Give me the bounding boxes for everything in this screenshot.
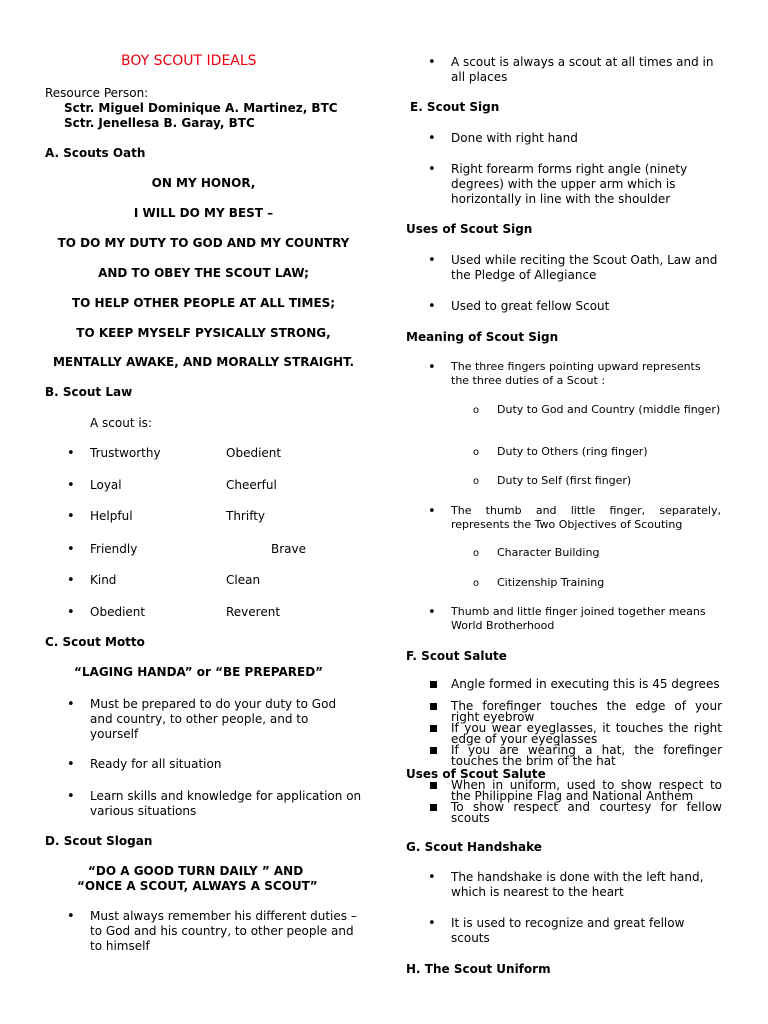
bullet-icon: • — [428, 131, 436, 146]
meaning-bullet: The thumb and little finger, separately, represents the Two Objectives of Scouting — [451, 504, 721, 531]
bullet-icon: • — [428, 605, 436, 620]
motto-quote: “LAGING HANDA” or “BE PREPARED” — [74, 665, 324, 679]
salute-bullet: The forefinger touches the edge of your right eyebrow — [451, 699, 722, 724]
uses-sign-bullet: Used while reciting the Scout Oath, Law and the Pledge of Allegiance — [451, 253, 718, 282]
meaning-sub-bullet: Citizenship Training — [497, 576, 605, 589]
uses-sign-bullet: Used to great fellow Scout — [451, 299, 610, 313]
meaning-sub-bullet: Character Building — [497, 546, 600, 559]
bullet-icon: • — [67, 478, 75, 493]
circle-bullet-icon: o — [473, 578, 480, 589]
law-item: Brave — [271, 542, 307, 556]
uses-salute-bullet: When in uniform, used to show respect to the Philippine Flag and National Anthem — [451, 778, 722, 803]
law-item: Clean — [226, 573, 261, 587]
square-bullet-icon — [430, 782, 437, 789]
square-bullet-icon — [430, 804, 437, 811]
circle-bullet-icon: o — [473, 405, 480, 416]
bullet-icon: • — [67, 542, 75, 557]
bullet-icon: • — [67, 509, 75, 524]
bullet-icon: • — [67, 573, 75, 588]
oath-line: TO HELP OTHER PEOPLE AT ALL TIMES; — [71, 296, 336, 310]
bullet-icon: • — [67, 789, 75, 804]
section-heading-oath: A. Scouts Oath — [45, 146, 146, 160]
law-item: Obedient — [226, 446, 282, 460]
section-heading-uniform: H. The Scout Uniform — [406, 962, 551, 976]
section-heading-slogan: D. Scout Slogan — [45, 834, 153, 848]
meaning-sub-bullet: Duty to Others (ring finger) — [497, 445, 648, 458]
law-item: Helpful — [90, 509, 133, 523]
motto-bullet: Ready for all situation — [90, 757, 222, 771]
bullet-icon: • — [67, 757, 75, 772]
bullet-icon: • — [428, 504, 436, 519]
bullet-icon: • — [428, 299, 436, 314]
document-title: BOY SCOUT IDEALS — [121, 53, 257, 69]
salute-bullet: If you are wearing a hat, the forefinger touches the brim of the hat — [451, 743, 722, 768]
section-heading-sign: E. Scout Sign — [410, 100, 500, 114]
handshake-bullet: It is used to recognize and great fellow scouts — [451, 916, 685, 945]
resource-label: Resource Person: — [45, 86, 149, 100]
right-column — [384, 0, 768, 1024]
bullet-icon: • — [428, 253, 436, 268]
slogan-line: “DO A GOOD TURN DAILY ” AND — [88, 864, 304, 878]
law-item: Friendly — [90, 542, 138, 556]
motto-bullet: Learn skills and knowledge for application on various situations — [90, 789, 362, 818]
oath-line: TO DO MY DUTY TO GOD AND MY COUNTRY — [57, 236, 350, 250]
oath-line: MENTALLY AWAKE, AND MORALLY STRAIGHT. — [52, 355, 355, 369]
meaning-bullet: Thumb and little finger joined together means World Brotherhood — [451, 605, 706, 632]
bullet-icon: • — [428, 916, 436, 931]
oath-line: I WILL DO MY BEST – — [133, 206, 274, 220]
square-bullet-icon — [430, 703, 437, 710]
section-heading-uses-sign: Uses of Scout Sign — [406, 222, 533, 236]
slogan-line: “ONCE A SCOUT, ALWAYS A SCOUT” — [77, 879, 318, 893]
oath-line: ON MY HONOR, — [151, 176, 256, 190]
section-heading-uses-salute: Uses of Scout Salute — [406, 767, 546, 781]
uses-salute-bullet: To show respect and courtesy for fellow scouts — [451, 800, 722, 825]
bullet-icon: • — [67, 605, 75, 620]
slogan-bullet: Must always remember his different duties – to God and his country, to other people and to himself — [90, 909, 357, 953]
resource-person: Sctr. Miguel Dominique A. Martinez, BTC — [64, 101, 338, 115]
law-intro: A scout is: — [90, 416, 152, 430]
salute-bullet: Angle formed in executing this is 45 degrees — [451, 677, 720, 691]
motto-bullet: Must be prepared to do your duty to God and country, to other people, and to yourself — [90, 697, 337, 741]
section-heading-handshake: G. Scout Handshake — [406, 840, 542, 854]
bullet-icon: • — [428, 870, 436, 885]
law-item: Thrifty — [226, 509, 266, 523]
bullet-icon: • — [67, 697, 75, 712]
sign-bullet: Done with right hand — [451, 131, 578, 145]
meaning-sub-bullet: Duty to Self (first finger) — [497, 474, 632, 487]
law-item: Cheerful — [226, 478, 277, 492]
bullet-icon: • — [67, 909, 75, 924]
circle-bullet-icon: o — [473, 548, 480, 559]
oath-line: TO KEEP MYSELF PYSICALLY STRONG, — [76, 326, 331, 340]
bullet-icon: • — [428, 162, 436, 177]
section-heading-motto: C. Scout Motto — [45, 635, 145, 649]
law-item: Kind — [90, 573, 117, 587]
resource-person: Sctr. Jenellesa B. Garay, BTC — [64, 116, 255, 130]
section-heading-law: B. Scout Law — [45, 385, 133, 399]
bullet-icon: • — [67, 446, 75, 461]
square-bullet-icon — [430, 725, 437, 732]
section-heading-salute: F. Scout Salute — [406, 649, 507, 663]
meaning-bullet: The three fingers pointing upward represents the three duties of a Scout : — [451, 360, 701, 387]
law-item: Trustworthy — [90, 446, 161, 460]
bullet-icon: • — [428, 55, 436, 70]
law-item: Obedient — [90, 605, 146, 619]
square-bullet-icon — [430, 747, 437, 754]
sign-bullet: Right forearm forms right angle (ninety degrees) with the upper arm which is horizontally in line with the shoulder — [451, 162, 688, 206]
square-bullet-icon — [430, 681, 437, 688]
bullet-icon: • — [428, 360, 436, 375]
meaning-sub-bullet: Duty to God and Country (middle finger) — [497, 403, 721, 416]
handshake-bullet: The handshake is done with the left hand, which is nearest to the heart — [451, 870, 704, 899]
salute-bullet: If you wear eyeglasses, it touches the right edge of your eyeglasses — [451, 721, 722, 746]
law-item: Reverent — [226, 605, 281, 619]
circle-bullet-icon: o — [473, 447, 480, 458]
law-item: Loyal — [90, 478, 122, 492]
section-heading-meaning: Meaning of Scout Sign — [406, 330, 559, 344]
top-bullet: A scout is always a scout at all times and in all places — [451, 55, 714, 84]
circle-bullet-icon: o — [473, 476, 480, 487]
oath-line: AND TO OBEY THE SCOUT LAW; — [98, 266, 309, 280]
